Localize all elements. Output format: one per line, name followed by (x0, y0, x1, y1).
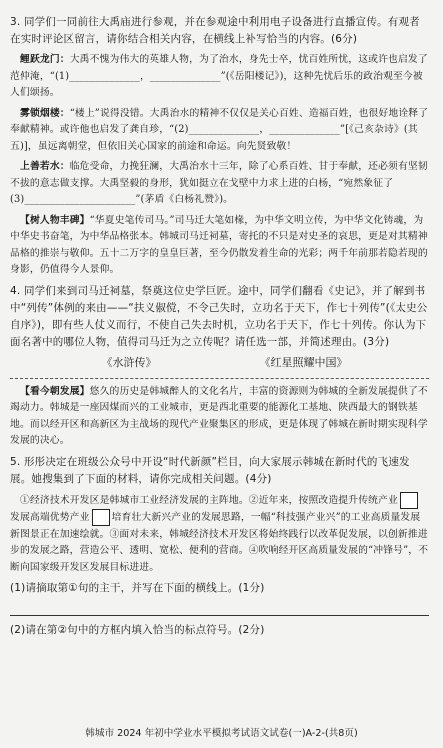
q3-comment-3-text: 临危受命，力挽狂澜，大禹治水十三年，除了心系百姓、甘于奉献，还必须有坚韧不拔的意志做支撑。大禹坚毅的身形，犹如挺立在戈壁中力求上进的白杨，“宛然象征了(3)______________________”(茅盾《白杨礼赞》)。 (10, 161, 428, 205)
museum-section (10, 213, 429, 279)
book-title-2: 《红星照耀中国》 (259, 355, 348, 369)
punctuation-answer-box-2[interactable] (92, 509, 110, 526)
q4-stem: 4. 同学们来到司马迁祠墓，祭奠这位史学巨匠。途中，同学们翻看《史记》，并了解到书中“列传”体例的来由——“扶义俶傥，不令己失时，立功名于天下，作七十列传”(《太史公自序》)，即有些人仗义而行，不使自己失去时机，立功名于天下，作七十列传。你认为下面名著中的哪位人物，值得司马迁为之立传呢？请任选一部，并简述理由。(3分) (10, 284, 428, 348)
q3-comment-3-user: 上善若水： (20, 161, 70, 172)
development-intro-text: 悠久的历史是韩城醉人的文化名片，丰富的资源则为韩城的全新发展提供了不竭动力。韩城是一座因煤而兴的工业城市，更是西北重要的能源化工基地、陕西最大的钢铁基地。而以经开区和高新区为主战场的现代产业聚集区的形成，更是体现了韩城在新时期实现科学发展的决心。 (10, 385, 428, 446)
q5-material (10, 492, 429, 577)
q3-comment-2 (10, 106, 429, 156)
q3-comment-3 (10, 159, 429, 209)
punctuation-answer-box-1[interactable] (400, 492, 418, 509)
section-divider (10, 378, 429, 379)
q3-comment-2-text: “楼上”说得没错。大禹治水的精神不仅仅是关心百姓、造福百姓，也很好地诠释了奉献精神。或许他也启发了龚自珍，“(2)______________，______________”[《己亥杂诗》(其五)]，虽远离朝堂，但依旧关心国家的前途和命运。向先贤致敬！ (10, 107, 429, 152)
q5-material-part-c: 培育壮大新兴产业的发展思路，一幅“科技强产业兴”的工业高质量发展新图景正在加速绘就。③面对未来，韩城经济技术开发区将始终践行以改革促发展，以创新推进步的发展之路，营造公平、透明、宽松、便利的营商。④吹响经开区高质量发展的“冲锋号”，不断向国家级开发区发展目标进进。 (10, 512, 429, 573)
museum-section-text: “华夏史笔传司马。”司马迁大笔如椽，为中华文明立传，为中华文化铸魂，为中华史书奋笔，为中华品格张本。韩城司马迁祠墓，寄托的不只是对史圣的哀思，更是对其精神品格的推崇与敬仰。五十二万字的皇皇巨著，至今仍散发着生命的光彩；两千年前那若隐若现的身影，仍值得今人景仰。 (10, 214, 428, 275)
q3-comment-2-user: 雾锁烟楼： (20, 107, 70, 119)
book-title-1: 《水浒传》 (101, 355, 157, 369)
q3-comment-1-text: 大禹不愧为伟大的英雄人物，为了治水，身先士卒，忧百姓所忧，这或许也启发了范仲淹，“(1)______________，______________”(《岳阳楼记》)，这种先忧后乐的政治观至今被人们颂扬。 (10, 54, 428, 98)
page-footer: 韩城市 2024 年初中学业水平模拟考试语文试卷(一)A-2-(共8页) (85, 728, 358, 739)
q5-sub1-answer-line[interactable] (10, 601, 429, 616)
q5-material-part-a: ①经济技术开发区是韩城市工业经济发展的主阵地。②近年来，按照改造提升传统产业 (20, 494, 398, 506)
q4-book-options (50, 354, 399, 370)
q3-comment-1 (10, 52, 429, 102)
q5-stem: 5. 形彤决定在班级公众号中开设“时代新颜”栏目，向大家展示韩城在新时代的飞速发展。她搜集到了下面的材料，请你完成相关问题。(4分) (10, 455, 410, 485)
development-intro-label: 【看今朝发展】 (20, 385, 90, 397)
q5-sub2: (2)请在第②句中的方框内填入恰当的标点符号。(2分) (10, 624, 265, 636)
museum-section-label: 【树人物丰碑】 (20, 214, 90, 226)
q5-sub1: (1)请摘取第①句的主干，并写在下面的横线上。(1分) (10, 582, 265, 594)
q3-stem: 3. 同学们一同前往大禹庙进行参观，并在参观途中利用电子设备进行直播宣传。有观者在实时评论区留言，请你结合相关内容，在横线上补写恰当的内容。(6分) (10, 16, 420, 45)
q3-comment-1-user: 鲤跃龙门： (20, 54, 70, 65)
q5-material-part-b: 发展高端优势产业 (10, 512, 90, 523)
development-intro (10, 384, 429, 450)
